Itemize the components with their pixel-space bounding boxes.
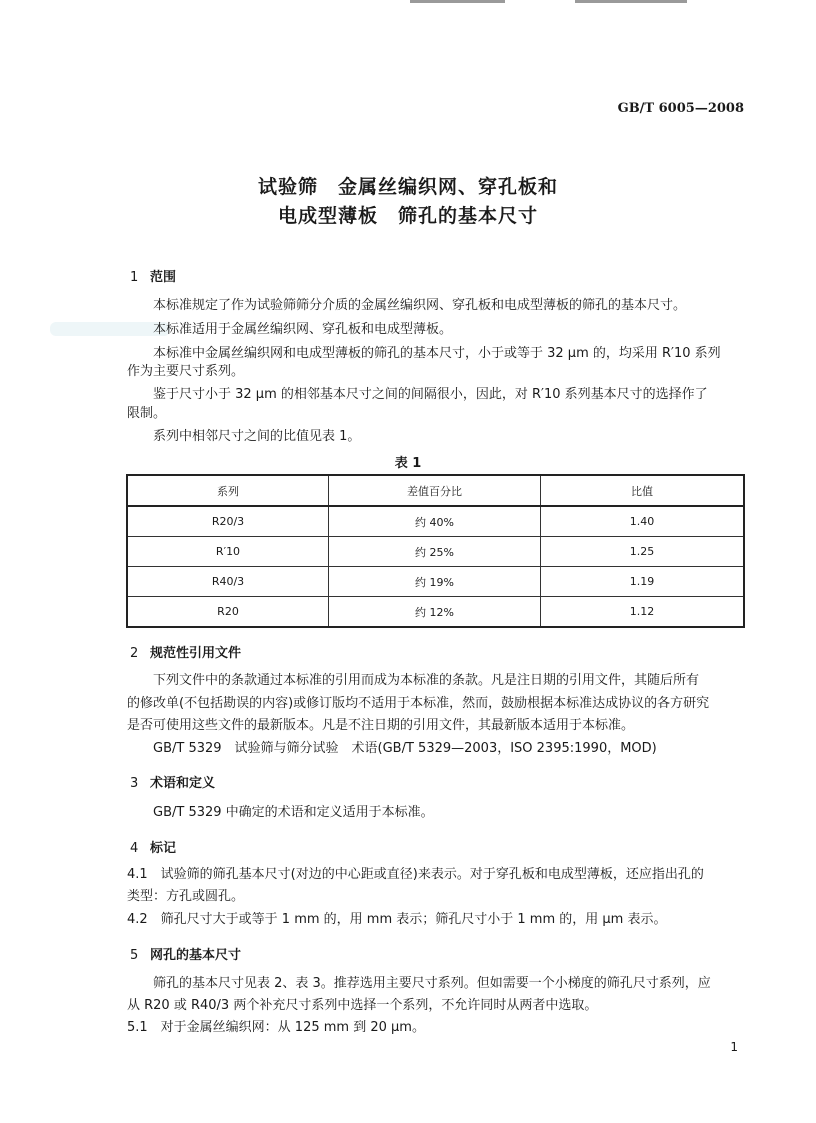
table-row xyxy=(127,597,744,628)
clause: 4.1 试验筛的筛孔基本尺寸(对边的中心距或直径)来表示。对于穿孔板和电成型薄板，还应指出孔的 xyxy=(127,867,704,882)
section-number: 2 xyxy=(130,646,139,661)
section-heading-marking xyxy=(130,837,176,856)
paragraph: 筛孔的基本尺寸见表 2、表 3。推荐选用主要尺寸系列。但如需要一个小梯度的筛孔尺寸系列，应 xyxy=(153,976,711,991)
section-number: 3 xyxy=(130,776,139,791)
section-number: 4 xyxy=(130,841,139,856)
document-title-line2: 电成型薄板 筛孔的基本尺寸 xyxy=(277,205,538,227)
table-cell: 1.25 xyxy=(541,537,745,567)
table-cell: 约 25% xyxy=(329,537,541,567)
table-row xyxy=(127,537,744,567)
table-header-row xyxy=(127,475,744,506)
ratio-table xyxy=(126,474,745,628)
table-cell: R20/3 xyxy=(127,506,329,537)
paragraph: 从 R20 或 R40/3 两个补充尺寸系列中选择一个系列，不允许同时从两者中选取。 xyxy=(127,998,598,1013)
table-cell: 1.12 xyxy=(541,597,745,628)
paragraph: 本标准规定了作为试验筛筛分介质的金属丝编织网、穿孔板和电成型薄板的筛孔的基本尺寸。 xyxy=(153,298,687,313)
clause: 4.2 筛孔尺寸大于或等于 1 mm 的，用 mm 表示；筛孔尺寸小于 1 mm 的，用 μm 表示。 xyxy=(127,912,667,927)
table-caption: 表 1 xyxy=(394,456,422,471)
section-number: 5 xyxy=(130,948,139,963)
clause-continuation: 类型：方孔或圆孔。 xyxy=(127,889,245,904)
table-cell: 约 12% xyxy=(329,597,541,628)
paragraph: 鉴于尺寸小于 32 μm 的相邻基本尺寸之间的间隔很小，因此，对 R′10 系列基本尺寸的选择作了 xyxy=(153,387,708,402)
paragraph: 本标准中金属丝编织网和电成型薄板的筛孔的基本尺寸，小于或等于 32 μm 的，均采用 R′10 系列 xyxy=(153,346,721,361)
table-cell: 约 40% xyxy=(329,506,541,537)
paragraph: 限制。 xyxy=(127,406,167,421)
paragraph: 本标准适用于金属丝编织网、穿孔板和电成型薄板。 xyxy=(153,322,453,337)
table-header-cell: 差值百分比 xyxy=(329,475,541,506)
table-cell: R20 xyxy=(127,597,329,628)
table-cell: 1.19 xyxy=(541,567,745,597)
paragraph: 系列中相邻尺寸之间的比值见表 1。 xyxy=(153,429,361,444)
paragraph: 是否可使用这些文件的最新版本。凡是不注日期的引用文件，其最新版本适用于本标准。 xyxy=(127,718,635,733)
paragraph: 作为主要尺寸系列。 xyxy=(127,364,245,379)
scan-artifact xyxy=(575,0,687,3)
section-title: 网孔的基本尺寸 xyxy=(150,948,242,963)
table-cell: R40/3 xyxy=(127,567,329,597)
section-heading-normative-references xyxy=(130,642,241,661)
table-cell: 1.40 xyxy=(541,506,745,537)
paragraph: GB/T 5329 中确定的术语和定义适用于本标准。 xyxy=(153,805,434,820)
reference-entry: GB/T 5329 试验筛与筛分试验 术语(GB/T 5329—2003，ISO 2395:1990，MOD) xyxy=(153,741,657,756)
table-cell: 约 19% xyxy=(329,567,541,597)
document-title-line1: 试验筛 金属丝编织网、穿孔板和 xyxy=(257,176,558,198)
standard-code: GB/T 6005—2008 xyxy=(617,101,744,116)
paragraph: 下列文件中的条款通过本标准的引用而成为本标准的条款。凡是注日期的引用文件，其随后所有 xyxy=(153,673,700,688)
table-header-cell: 比值 xyxy=(541,475,745,506)
section-heading-basic-sizes xyxy=(130,944,241,963)
section-title: 范围 xyxy=(150,270,177,285)
section-title: 规范性引用文件 xyxy=(150,646,242,661)
scan-artifact xyxy=(410,0,505,3)
section-title: 术语和定义 xyxy=(150,776,216,791)
clause: 5.1 对于金属丝编织网：从 125 mm 到 20 μm。 xyxy=(127,1020,425,1035)
page-number: 1 xyxy=(730,1040,738,1054)
table-header-cell: 系列 xyxy=(127,475,329,506)
scan-smudge xyxy=(50,322,170,336)
section-number: 1 xyxy=(130,270,139,285)
table-row xyxy=(127,506,744,537)
section-heading-scope xyxy=(130,266,176,285)
table-cell: R′10 xyxy=(127,537,329,567)
section-title: 标记 xyxy=(150,841,177,856)
paragraph: 的修改单(不包括勘误的内容)或修订版均不适用于本标准，然而，鼓励根据本标准达成协议的各方研究 xyxy=(127,696,710,711)
section-heading-terms xyxy=(130,772,215,791)
table-row xyxy=(127,567,744,597)
